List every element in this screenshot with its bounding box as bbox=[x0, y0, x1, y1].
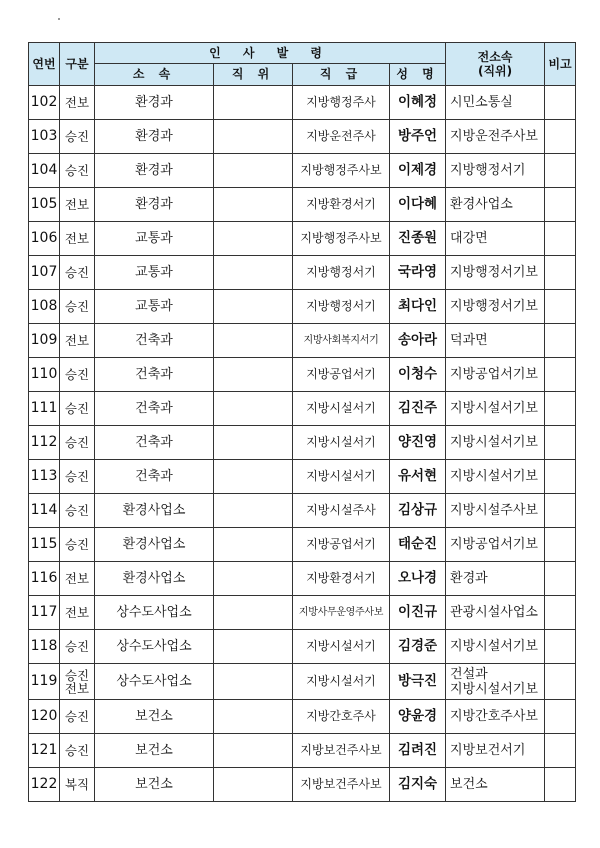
row-rank: 지방공업서기 bbox=[293, 528, 390, 562]
row-position bbox=[214, 562, 293, 596]
row-dept: 교통과 bbox=[95, 290, 214, 324]
row-dept: 환경사업소 bbox=[95, 562, 214, 596]
row-category: 전보 bbox=[60, 86, 95, 120]
row-remarks bbox=[545, 700, 576, 734]
row-previous: 환경사업소 bbox=[446, 188, 545, 222]
table-row bbox=[29, 768, 576, 802]
row-category: 전보 bbox=[60, 222, 95, 256]
row-name: 김상규 bbox=[390, 494, 446, 528]
row-rank: 지방시설서기 bbox=[293, 426, 390, 460]
table-row bbox=[29, 734, 576, 768]
row-rank: 지방보건주사보 bbox=[293, 734, 390, 768]
row-remarks bbox=[545, 494, 576, 528]
row-rank: 지방시설서기 bbox=[293, 460, 390, 494]
row-category: 승진 bbox=[60, 700, 95, 734]
row-dept: 교통과 bbox=[95, 222, 214, 256]
table-row bbox=[29, 256, 576, 290]
row-position bbox=[214, 426, 293, 460]
row-rank: 지방사회복지서기 bbox=[293, 324, 390, 358]
row-previous: 대강면 bbox=[446, 222, 545, 256]
row-dept: 상수도사업소 bbox=[95, 630, 214, 664]
row-name: 이다혜 bbox=[390, 188, 446, 222]
table-row bbox=[29, 460, 576, 494]
row-number: 102 bbox=[29, 86, 60, 120]
table-row bbox=[29, 358, 576, 392]
table-row bbox=[29, 596, 576, 630]
row-number: 120 bbox=[29, 700, 60, 734]
row-previous: 덕과면 bbox=[446, 324, 545, 358]
row-name: 이진규 bbox=[390, 596, 446, 630]
row-dept: 보건소 bbox=[95, 734, 214, 768]
row-rank: 지방시설주사 bbox=[293, 494, 390, 528]
row-number: 114 bbox=[29, 494, 60, 528]
row-previous: 지방공업서기보 bbox=[446, 528, 545, 562]
row-category: 승진 bbox=[60, 256, 95, 290]
row-previous: 지방시설서기보 bbox=[446, 630, 545, 664]
row-remarks bbox=[545, 562, 576, 596]
row-dept: 상수도사업소 bbox=[95, 664, 214, 700]
row-position bbox=[214, 86, 293, 120]
row-dept: 환경과 bbox=[95, 120, 214, 154]
row-remarks bbox=[545, 768, 576, 802]
row-remarks bbox=[545, 596, 576, 630]
row-remarks bbox=[545, 324, 576, 358]
row-position bbox=[214, 768, 293, 802]
row-remarks bbox=[545, 256, 576, 290]
row-rank: 지방행정서기 bbox=[293, 290, 390, 324]
row-category: 승진 bbox=[60, 290, 95, 324]
row-previous: 지방행정서기 bbox=[446, 154, 545, 188]
row-name: 이혜정 bbox=[390, 86, 446, 120]
row-rank: 지방운전주사 bbox=[293, 120, 390, 154]
row-number: 107 bbox=[29, 256, 60, 290]
row-remarks bbox=[545, 188, 576, 222]
row-previous: 보건소 bbox=[446, 768, 545, 802]
row-dept: 환경과 bbox=[95, 188, 214, 222]
row-previous: 지방운전주사보 bbox=[446, 120, 545, 154]
row-remarks bbox=[545, 222, 576, 256]
table-header bbox=[29, 43, 576, 86]
row-category: 승진 bbox=[60, 528, 95, 562]
row-number: 116 bbox=[29, 562, 60, 596]
row-dept: 건축과 bbox=[95, 460, 214, 494]
row-name: 오나경 bbox=[390, 562, 446, 596]
row-name: 김진주 bbox=[390, 392, 446, 426]
table-row bbox=[29, 188, 576, 222]
row-name: 양윤경 bbox=[390, 700, 446, 734]
row-previous: 지방보건서기 bbox=[446, 734, 545, 768]
row-rank: 지방공업서기 bbox=[293, 358, 390, 392]
header-category: 구분 bbox=[60, 43, 95, 86]
row-name: 이제경 bbox=[390, 154, 446, 188]
row-previous: 관광시설사업소 bbox=[446, 596, 545, 630]
personnel-appointment-table bbox=[28, 42, 576, 802]
row-position bbox=[214, 494, 293, 528]
row-number: 105 bbox=[29, 188, 60, 222]
row-number: 118 bbox=[29, 630, 60, 664]
row-category: 승진 bbox=[60, 392, 95, 426]
row-name: 김려진 bbox=[390, 734, 446, 768]
row-rank: 지방환경서기 bbox=[293, 188, 390, 222]
row-position bbox=[214, 734, 293, 768]
row-number: 109 bbox=[29, 324, 60, 358]
row-previous: 지방시설서기보 bbox=[446, 392, 545, 426]
row-position bbox=[214, 154, 293, 188]
row-rank: 지방행정주사보 bbox=[293, 154, 390, 188]
table-row bbox=[29, 630, 576, 664]
row-category: 전보 bbox=[60, 324, 95, 358]
row-name: 이청수 bbox=[390, 358, 446, 392]
row-remarks bbox=[545, 290, 576, 324]
header-name: 성 명 bbox=[390, 64, 446, 86]
row-number: 108 bbox=[29, 290, 60, 324]
row-previous: 지방간호주사보 bbox=[446, 700, 545, 734]
row-previous: 환경과 bbox=[446, 562, 545, 596]
row-remarks bbox=[545, 392, 576, 426]
row-position bbox=[214, 700, 293, 734]
row-previous: 지방시설서기보 bbox=[446, 426, 545, 460]
row-position bbox=[214, 630, 293, 664]
row-remarks bbox=[545, 630, 576, 664]
table-row bbox=[29, 154, 576, 188]
row-category: 승진 bbox=[60, 358, 95, 392]
row-category: 승진 전보 bbox=[60, 664, 95, 700]
row-number: 103 bbox=[29, 120, 60, 154]
row-rank: 지방시설서기 bbox=[293, 630, 390, 664]
row-remarks bbox=[545, 734, 576, 768]
header-remarks: 비고 bbox=[545, 43, 576, 86]
row-number: 115 bbox=[29, 528, 60, 562]
row-position bbox=[214, 392, 293, 426]
table-row bbox=[29, 494, 576, 528]
row-previous: 지방행정서기보 bbox=[446, 290, 545, 324]
row-number: 121 bbox=[29, 734, 60, 768]
row-number: 112 bbox=[29, 426, 60, 460]
row-rank: 지방행정서기 bbox=[293, 256, 390, 290]
row-position bbox=[214, 290, 293, 324]
table-row bbox=[29, 426, 576, 460]
row-dept: 환경사업소 bbox=[95, 528, 214, 562]
scan-speck bbox=[58, 18, 60, 20]
row-number: 110 bbox=[29, 358, 60, 392]
row-rank: 지방사무운영주사보 bbox=[293, 596, 390, 630]
row-category: 복직 bbox=[60, 768, 95, 802]
row-number: 119 bbox=[29, 664, 60, 700]
row-remarks bbox=[545, 426, 576, 460]
row-name: 송아라 bbox=[390, 324, 446, 358]
row-position bbox=[214, 528, 293, 562]
row-name: 유서현 bbox=[390, 460, 446, 494]
row-number: 111 bbox=[29, 392, 60, 426]
table-row bbox=[29, 290, 576, 324]
row-category: 승진 bbox=[60, 734, 95, 768]
row-category: 승진 bbox=[60, 120, 95, 154]
row-remarks bbox=[545, 86, 576, 120]
header-previous: 전소속 (직위) bbox=[446, 43, 545, 86]
row-position bbox=[214, 324, 293, 358]
row-name: 최다인 bbox=[390, 290, 446, 324]
row-position bbox=[214, 596, 293, 630]
table-row bbox=[29, 222, 576, 256]
row-dept: 건축과 bbox=[95, 358, 214, 392]
row-name: 진종원 bbox=[390, 222, 446, 256]
header-dept: 소 속 bbox=[95, 64, 214, 86]
header-no: 연번 bbox=[29, 43, 60, 86]
table-row bbox=[29, 324, 576, 358]
row-dept: 환경과 bbox=[95, 154, 214, 188]
row-rank: 지방환경서기 bbox=[293, 562, 390, 596]
row-dept: 건축과 bbox=[95, 324, 214, 358]
table-row bbox=[29, 86, 576, 120]
row-dept: 보건소 bbox=[95, 700, 214, 734]
row-category: 전보 bbox=[60, 188, 95, 222]
row-number: 113 bbox=[29, 460, 60, 494]
row-position bbox=[214, 460, 293, 494]
row-category: 전보 bbox=[60, 596, 95, 630]
row-remarks bbox=[545, 154, 576, 188]
header-rank: 직 급 bbox=[293, 64, 390, 86]
table-body bbox=[29, 86, 576, 802]
row-name: 방주언 bbox=[390, 120, 446, 154]
row-name: 방극진 bbox=[390, 664, 446, 700]
row-rank: 지방간호주사 bbox=[293, 700, 390, 734]
row-name: 태순진 bbox=[390, 528, 446, 562]
row-previous: 지방시설주사보 bbox=[446, 494, 545, 528]
row-position bbox=[214, 188, 293, 222]
row-previous: 시민소통실 bbox=[446, 86, 545, 120]
row-rank: 지방시설서기 bbox=[293, 664, 390, 700]
row-name: 김경준 bbox=[390, 630, 446, 664]
row-rank: 지방시설서기 bbox=[293, 392, 390, 426]
row-category: 승진 bbox=[60, 154, 95, 188]
row-previous: 지방공업서기보 bbox=[446, 358, 545, 392]
row-number: 106 bbox=[29, 222, 60, 256]
table-row bbox=[29, 528, 576, 562]
table-row bbox=[29, 664, 576, 700]
row-name: 국라영 bbox=[390, 256, 446, 290]
row-category: 전보 bbox=[60, 562, 95, 596]
row-position bbox=[214, 664, 293, 700]
row-dept: 상수도사업소 bbox=[95, 596, 214, 630]
row-category: 승진 bbox=[60, 494, 95, 528]
row-remarks bbox=[545, 664, 576, 700]
row-position bbox=[214, 222, 293, 256]
row-previous: 건설과 지방시설서기보 bbox=[446, 664, 545, 700]
row-category: 승진 bbox=[60, 460, 95, 494]
row-position bbox=[214, 120, 293, 154]
row-number: 117 bbox=[29, 596, 60, 630]
row-dept: 건축과 bbox=[95, 426, 214, 460]
row-category: 승진 bbox=[60, 630, 95, 664]
header-appointment: 인 사 발 령 bbox=[95, 43, 446, 64]
row-dept: 보건소 bbox=[95, 768, 214, 802]
table-row bbox=[29, 392, 576, 426]
row-position bbox=[214, 256, 293, 290]
row-rank: 지방보건주사보 bbox=[293, 768, 390, 802]
row-rank: 지방행정주사보 bbox=[293, 222, 390, 256]
row-remarks bbox=[545, 120, 576, 154]
row-number: 104 bbox=[29, 154, 60, 188]
header-position: 직 위 bbox=[214, 64, 293, 86]
row-remarks bbox=[545, 460, 576, 494]
row-previous: 지방행정서기보 bbox=[446, 256, 545, 290]
row-remarks bbox=[545, 358, 576, 392]
row-position bbox=[214, 358, 293, 392]
row-dept: 교통과 bbox=[95, 256, 214, 290]
row-name: 양진영 bbox=[390, 426, 446, 460]
table-row bbox=[29, 120, 576, 154]
row-rank: 지방행정주사 bbox=[293, 86, 390, 120]
row-category: 승진 bbox=[60, 426, 95, 460]
row-previous: 지방시설서기보 bbox=[446, 460, 545, 494]
row-name: 김지숙 bbox=[390, 768, 446, 802]
table-row bbox=[29, 562, 576, 596]
row-dept: 환경사업소 bbox=[95, 494, 214, 528]
table-row bbox=[29, 700, 576, 734]
row-number: 122 bbox=[29, 768, 60, 802]
row-dept: 건축과 bbox=[95, 392, 214, 426]
row-remarks bbox=[545, 528, 576, 562]
row-dept: 환경과 bbox=[95, 86, 214, 120]
